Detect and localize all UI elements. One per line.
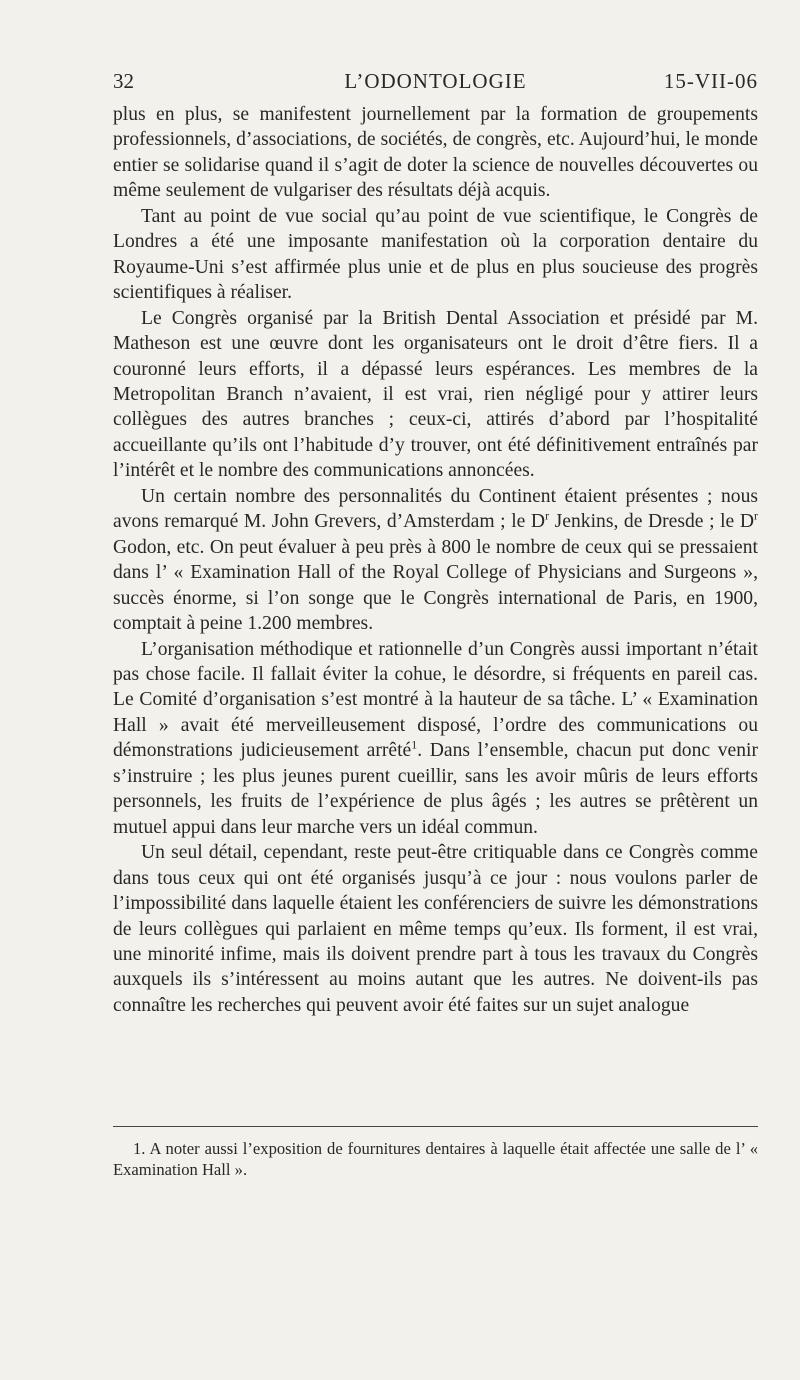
paragraph-6: Un seul détail, cependant, reste peut-être critiquable dans ce Congrès comme dans tous ceux qui ont été organisés jusqu’à ce jour : nous voulons parler de l’impossibilité dans laquelle étaient les conférenciers de suivre les démonstrations de leurs collègues qui parlaient en même temps qu’eux. Ils forment, il est vrai, une minorité infime, mais ils doivent prendre part à tous les travaux du Congrès auxquels ils s’intéressent au moins autant que les autres. Ne doivent-ils pas connaître les recherches qui peuvent avoir été faites sur un sujet analogue [113, 842, 758, 1016]
footnote-marker: 1. [133, 1139, 146, 1158]
footnote-separator [113, 1126, 758, 1127]
footnote-text: A noter aussi l’exposition de fournitures dentaires à laquelle était affectée une salle de l’ « Examination Hall ». [113, 1139, 759, 1179]
running-header [113, 66, 758, 96]
doctor-abbrev-sup: r [753, 508, 758, 523]
footnote-reference: 1 [411, 737, 418, 752]
doctor-abbrev-sup: r [545, 508, 550, 523]
paragraph-5-part-2: . Dans l’ensemble, chacun put donc venir s’instruire ; les plus jeunes purent cueillir, sans les avoir mûris de leurs efforts personnels, les fruits de l’expérience de plus âgés ; les autres se prêtèrent un mutuel appui dans leur marche vers un idéal commun. [113, 740, 758, 838]
journal-title: L’ODONTOLOGIE [344, 69, 527, 93]
paragraph-5-part-1: L’organisation méthodique et rationnelle d’un Congrès aussi important n’était pas chose facile. Il fallait éviter la cohue, le désordre, si fréquents en pareil cas. Le Comité d’organisation s’est montré à la hauteur de sa tâche. L’ « Examination Hall » avait été merveilleusement disposé, l’ordre des communications ou démonstrations judicieusement arrêté [113, 638, 758, 762]
paragraph-1: plus en plus, se manifestent journellement par la formation de groupements professionnels, d’associations, de sociétés, de congrès, etc. Aujourd’hui, le monde entier se solidarise quand il s’agit de doter la science de nouvelles découvertes ou même seulement de vulgariser des résultats déjà acquis. [113, 104, 758, 202]
paragraph-4-part-3: Godon, etc. On peut évaluer à peu près à 800 le nombre de ceux qui se pressaient dans l’ « Examination Hall of the Royal College of Physicians and Surgeons », succès énorme, si l’on songe que le Congrès international de Paris, en 1900, comptait à peine 1.200 membres. [113, 536, 758, 635]
issue-date: 15-VII-06 [663, 69, 758, 93]
paragraph-2: Tant au point de vue social qu’au point de vue scientifique, le Congrès de Londres a été une imposante manifestation où la corporation dentaire du Royaume-Uni s’est affirmée plus unie et de plus en plus soucieuse des progrès scientifiques à réaliser. [113, 205, 758, 304]
paragraph-4 [113, 484, 758, 637]
paragraph-5 [113, 637, 758, 841]
article-body [113, 102, 758, 1018]
page-number: 32 [113, 69, 134, 93]
paragraph-4-part-1: Un certain nombre des personnalités du Continent étaient présentes ; nous avons remarqué M. John Grevers, d’Amsterdam ; le D [113, 485, 758, 533]
footnote [113, 1138, 758, 1180]
paragraph-4-part-2: Jenkins, de Dresde ; le D [549, 511, 754, 533]
paragraph-3: Le Congrès organisé par la British Dental Association et présidé par M. Matheson est une œuvre dont les organisateurs ont le droit d’être fiers. Il a couronné leurs efforts, il a dépassé leurs espérances. Les membres de la Metropolitan Branch n’avaient, il est vrai, rien négligé pour y attirer leurs collègues des autres branches ; ceux-ci, attirés d’abord par l’hospitalité accueillante qu’ils ont l’habitude d’y trouver, ont été définitivement entraînés par l’intérêt et le nombre des communications annoncées. [113, 307, 758, 482]
